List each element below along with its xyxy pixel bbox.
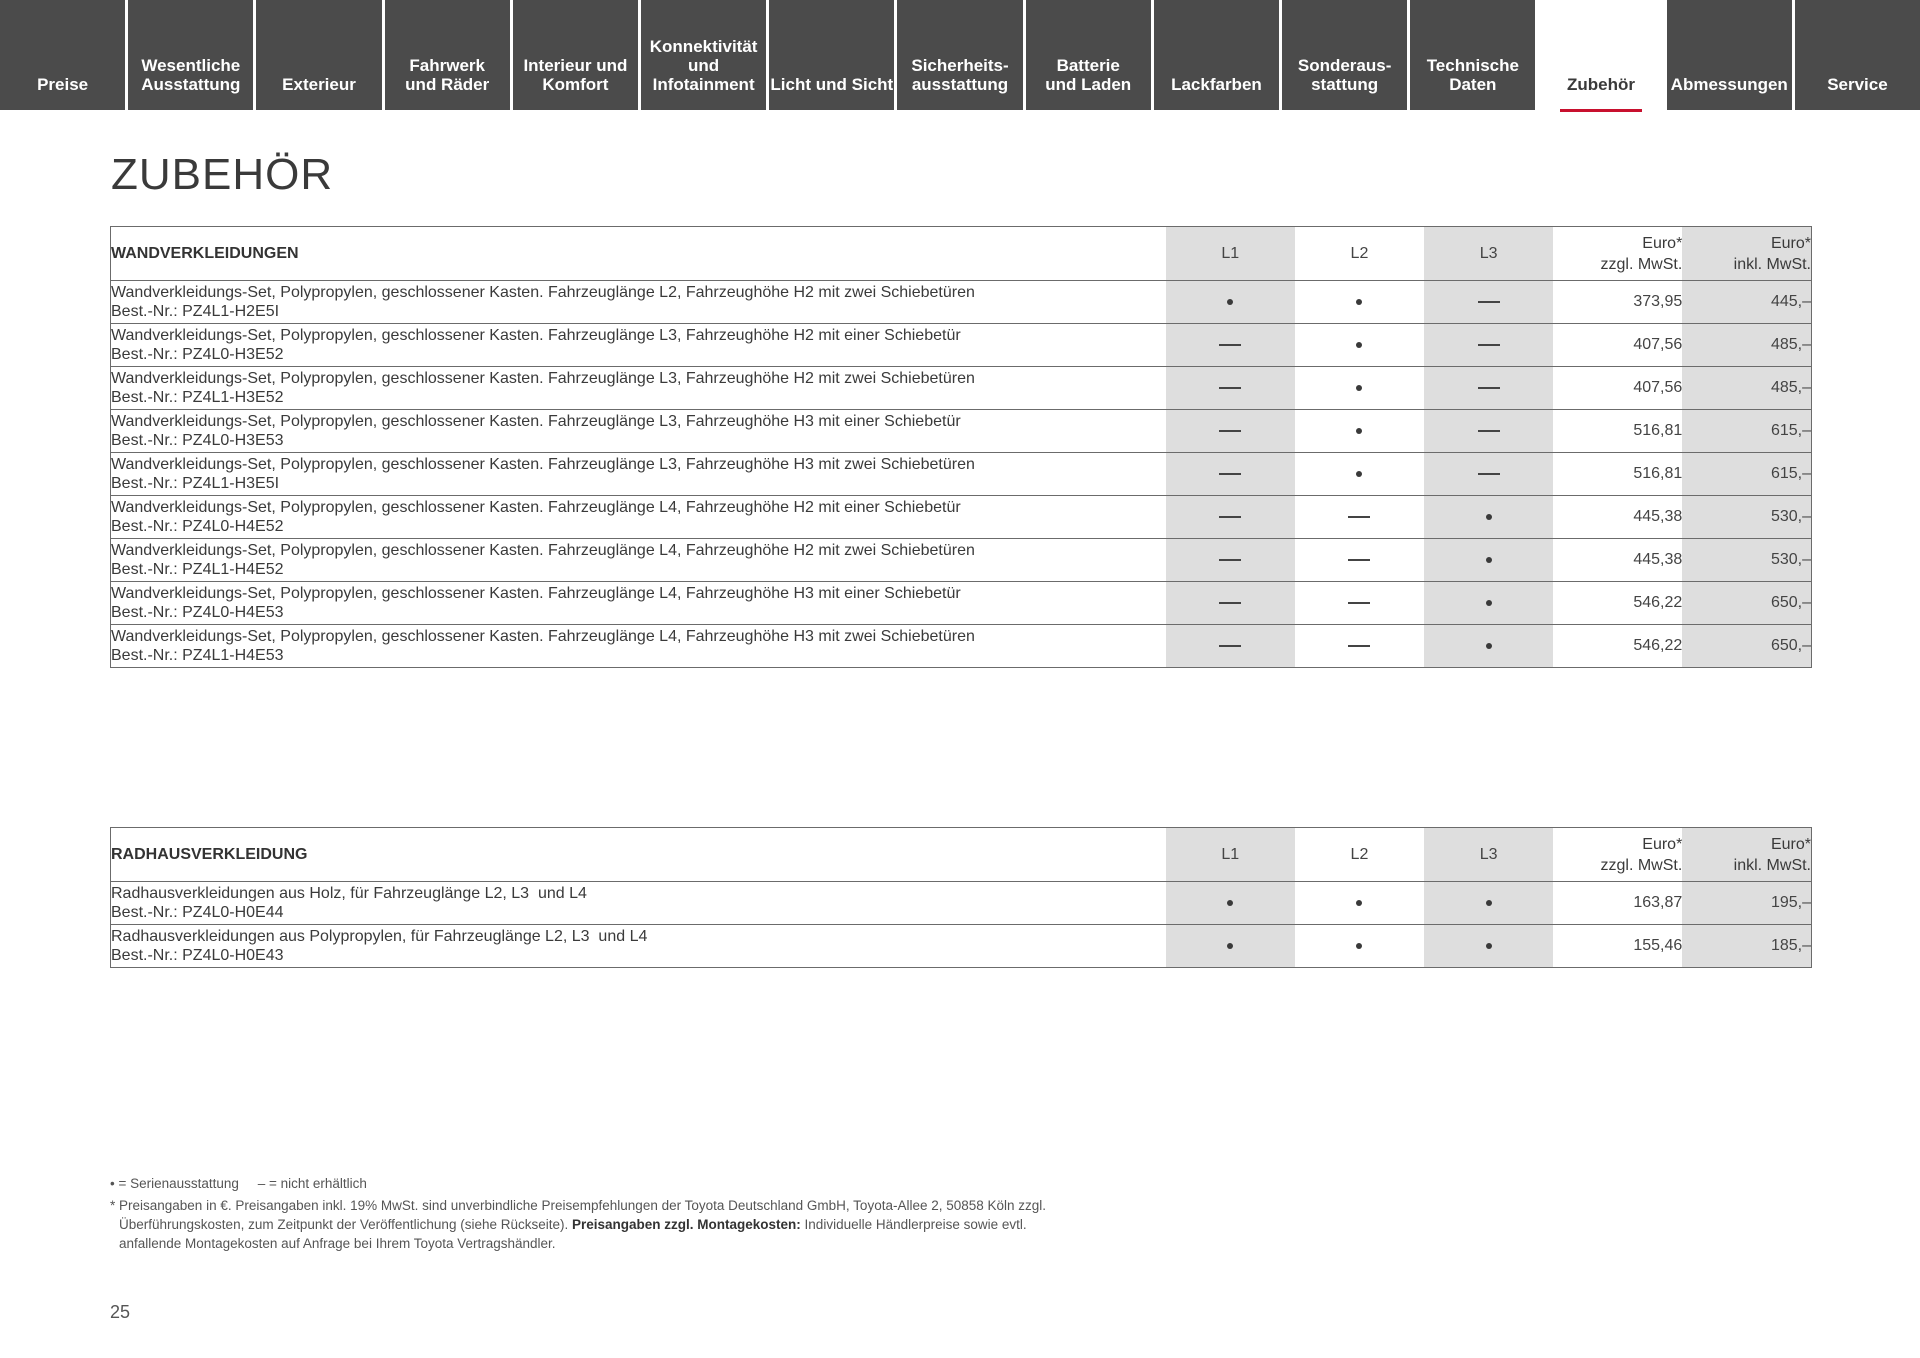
price-net: 516,81 [1553, 453, 1682, 496]
availability-cell-l1 [1166, 582, 1295, 625]
order-number: Best.-Nr.: PZ4L0-H0E44 [111, 904, 284, 921]
standard-dot-icon [1356, 943, 1362, 949]
order-number: Best.-Nr.: PZ4L0-H3E52 [111, 346, 284, 363]
not-available-dash-icon [1348, 645, 1370, 647]
availability-cell-l1 [1166, 882, 1295, 925]
table-header-row [111, 828, 1812, 882]
item-description: Wandverkleidungs-Set, Polypropylen, geschlossener Kasten. Fahrzeuglänge L4, Fahrzeughöhe H3 mit einer Schiebetür [111, 585, 961, 602]
table-row [111, 453, 1812, 496]
item-description-cell [111, 539, 1166, 582]
tab-lackfarben[interactable]: Lackfarben [1154, 0, 1279, 110]
table-heading: RADHAUSVERKLEIDUNG [111, 828, 1166, 882]
price-note-2 [110, 1215, 1210, 1234]
column-header-price-gross: Euro* inkl. MwSt. [1682, 227, 1811, 281]
tab-service[interactable]: Service [1795, 0, 1920, 110]
item-description: Wandverkleidungs-Set, Polypropylen, geschlossener Kasten. Fahrzeuglänge L4, Fahrzeughöhe H3 mit zwei Schiebetüren [111, 628, 975, 645]
standard-dot-icon [1356, 900, 1362, 906]
price-net: 373,95 [1553, 281, 1682, 324]
item-description: Wandverkleidungs-Set, Polypropylen, geschlossener Kasten. Fahrzeuglänge L3, Fahrzeughöhe H3 mit zwei Schiebetüren [111, 456, 975, 473]
page-number: 25 [110, 1302, 131, 1322]
table-row [111, 882, 1812, 925]
availability-cell-l1 [1166, 324, 1295, 367]
tab-technische-daten[interactable]: Technische Daten [1410, 0, 1535, 110]
standard-dot-icon [1486, 600, 1492, 606]
standard-dot-icon [1227, 299, 1233, 305]
column-header-price-gross: Euro* inkl. MwSt. [1682, 828, 1811, 882]
table-row [111, 625, 1812, 668]
availability-cell-l2 [1295, 882, 1424, 925]
availability-cell-l1 [1166, 410, 1295, 453]
wandverkleidungen-table [110, 226, 1812, 668]
tab-licht-und-sicht[interactable]: Licht und Sicht [769, 0, 894, 110]
order-number: Best.-Nr.: PZ4L1-H4E52 [111, 561, 284, 578]
table-row [111, 324, 1812, 367]
item-description: Radhausverkleidungen aus Polypropylen, für Fahrzeuglänge L2, L3 und L4 [111, 928, 648, 945]
tab-zubehör[interactable]: Zubehör [1538, 0, 1663, 110]
item-description-cell [111, 410, 1166, 453]
price-note-2-pre: Überführungskosten, zum Zeitpunkt der Veröffentlichung (siehe Rückseite). [119, 1217, 572, 1232]
tab-interieur-und-komfort[interactable]: Interieur und Komfort [513, 0, 638, 110]
availability-cell-l2 [1295, 410, 1424, 453]
price-gross: 530,– [1682, 496, 1811, 539]
item-description-cell [111, 625, 1166, 668]
price-gross: 650,– [1682, 625, 1811, 668]
column-header-price-net: Euro* zzgl. MwSt. [1553, 828, 1682, 882]
price-net: 546,22 [1553, 625, 1682, 668]
availability-cell-l2 [1295, 625, 1424, 668]
availability-cell-l3 [1424, 496, 1553, 539]
tab-exterieur[interactable]: Exterieur [256, 0, 381, 110]
price-net: 163,87 [1553, 882, 1682, 925]
column-header-price-net: Euro* zzgl. MwSt. [1553, 227, 1682, 281]
order-number: Best.-Nr.: PZ4L0-H0E43 [111, 947, 284, 964]
order-number: Best.-Nr.: PZ4L0-H3E53 [111, 432, 284, 449]
not-available-dash-icon [1219, 559, 1241, 561]
not-available-dash-icon [1348, 516, 1370, 518]
standard-dot-icon [1486, 943, 1492, 949]
not-available-dash-icon [1219, 387, 1241, 389]
item-description: Wandverkleidungs-Set, Polypropylen, geschlossener Kasten. Fahrzeuglänge L3, Fahrzeughöhe H2 mit einer Schiebetür [111, 327, 961, 344]
not-available-dash-icon [1219, 344, 1241, 346]
price-net: 546,22 [1553, 582, 1682, 625]
footnotes [110, 1174, 1210, 1253]
not-available-dash-icon [1348, 602, 1370, 604]
price-note-2-bold: Preisangaben zzgl. Montagekosten: [572, 1217, 801, 1232]
price-net: 445,38 [1553, 539, 1682, 582]
item-description: Wandverkleidungs-Set, Polypropylen, geschlossener Kasten. Fahrzeuglänge L3, Fahrzeughöhe H2 mit zwei Schiebetüren [111, 370, 975, 387]
table-row [111, 925, 1812, 968]
availability-cell-l3 [1424, 882, 1553, 925]
availability-cell-l1 [1166, 925, 1295, 968]
availability-cell-l3 [1424, 410, 1553, 453]
availability-cell-l3 [1424, 582, 1553, 625]
tab-abmessungen[interactable]: Abmessungen [1667, 0, 1792, 110]
price-net: 407,56 [1553, 324, 1682, 367]
not-available-dash-icon [1478, 301, 1500, 303]
order-number: Best.-Nr.: PZ4L1-H3E5I [111, 475, 280, 492]
price-net: 445,38 [1553, 496, 1682, 539]
price-note-3: anfallende Montagekosten auf Anfrage bei Ihrem Toyota Vertragshändler. [119, 1236, 556, 1251]
not-available-dash-icon [1219, 473, 1241, 475]
availability-cell-l2 [1295, 281, 1424, 324]
standard-dot-icon [1356, 428, 1362, 434]
standard-dot-icon [1356, 471, 1362, 477]
price-gross: 650,– [1682, 582, 1811, 625]
price-gross: 195,– [1682, 882, 1811, 925]
item-description-cell [111, 453, 1166, 496]
standard-dot-icon [1356, 299, 1362, 305]
not-available-dash-icon [1348, 559, 1370, 561]
price-gross: 185,– [1682, 925, 1811, 968]
availability-cell-l2 [1295, 453, 1424, 496]
price-net: 516,81 [1553, 410, 1682, 453]
availability-cell-l1 [1166, 281, 1295, 324]
price-note-2-post: Individuelle Händlerpreise sowie evtl. [800, 1217, 1027, 1232]
price-note: * Preisangaben in €. Preisangaben inkl. 19% MwSt. sind unverbindliche Preisempfehlungen der Toyota Deutschland GmbH, Toyota-Allee 2, 50858 Köln zzgl. [110, 1198, 1047, 1213]
price-net: 407,56 [1553, 367, 1682, 410]
not-available-dash-icon [1219, 516, 1241, 518]
standard-dot-icon [1486, 514, 1492, 520]
availability-cell-l2 [1295, 539, 1424, 582]
item-description-cell [111, 324, 1166, 367]
item-description: Wandverkleidungs-Set, Polypropylen, geschlossener Kasten. Fahrzeuglänge L4, Fahrzeughöhe H2 mit einer Schiebetür [111, 499, 961, 516]
availability-cell-l2 [1295, 582, 1424, 625]
table-row [111, 496, 1812, 539]
price-net: 155,46 [1553, 925, 1682, 968]
availability-cell-l2 [1295, 324, 1424, 367]
page-title: ZUBEHÖR [111, 150, 334, 199]
tab-wesentliche-ausstattung[interactable]: Wesentliche Ausstattung [128, 0, 253, 110]
radhausverkleidung-table [110, 827, 1812, 968]
availability-cell-l3 [1424, 925, 1553, 968]
item-description-cell [111, 582, 1166, 625]
standard-dot-icon [1486, 643, 1492, 649]
item-description-cell [111, 882, 1166, 925]
table-row [111, 367, 1812, 410]
order-number: Best.-Nr.: PZ4L0-H4E53 [111, 604, 284, 621]
item-description: Wandverkleidungs-Set, Polypropylen, geschlossener Kasten. Fahrzeuglänge L3, Fahrzeughöhe H3 mit einer Schiebetür [111, 413, 961, 430]
price-gross: 445,– [1682, 281, 1811, 324]
item-description: Wandverkleidungs-Set, Polypropylen, geschlossener Kasten. Fahrzeuglänge L4, Fahrzeughöhe H2 mit zwei Schiebetüren [111, 542, 975, 559]
availability-cell-l1 [1166, 453, 1295, 496]
not-available-dash-icon [1478, 473, 1500, 475]
availability-cell-l1 [1166, 496, 1295, 539]
availability-cell-l2 [1295, 367, 1424, 410]
availability-cell-l3 [1424, 324, 1553, 367]
availability-cell-l2 [1295, 925, 1424, 968]
availability-cell-l1 [1166, 367, 1295, 410]
not-available-dash-icon [1219, 645, 1241, 647]
availability-cell-l1 [1166, 625, 1295, 668]
table-row [111, 582, 1812, 625]
table-row [111, 410, 1812, 453]
item-description: Radhausverkleidungen aus Holz, für Fahrzeuglänge L2, L3 und L4 [111, 885, 587, 902]
not-available-dash-icon [1478, 430, 1500, 432]
availability-cell-l3 [1424, 453, 1553, 496]
price-gross: 615,– [1682, 410, 1811, 453]
column-header-l2: L2 [1295, 227, 1424, 281]
availability-cell-l2 [1295, 496, 1424, 539]
column-header-l3: L3 [1424, 828, 1553, 882]
standard-dot-icon [1486, 900, 1492, 906]
availability-cell-l1 [1166, 539, 1295, 582]
order-number: Best.-Nr.: PZ4L1-H3E52 [111, 389, 284, 406]
order-number: Best.-Nr.: PZ4L1-H4E53 [111, 647, 284, 664]
order-number: Best.-Nr.: PZ4L0-H4E52 [111, 518, 284, 535]
price-gross: 530,– [1682, 539, 1811, 582]
tab-sonderaus-stattung[interactable]: Sonderaus- stattung [1282, 0, 1407, 110]
column-header-l3: L3 [1424, 227, 1553, 281]
not-available-dash-icon [1478, 387, 1500, 389]
order-number: Best.-Nr.: PZ4L1-H2E5I [111, 303, 280, 320]
standard-dot-icon [1356, 385, 1362, 391]
item-description: Wandverkleidungs-Set, Polypropylen, geschlossener Kasten. Fahrzeuglänge L2, Fahrzeughöhe H2 mit zwei Schiebetüren [111, 284, 975, 301]
column-header-l1: L1 [1166, 828, 1295, 882]
standard-dot-icon [1356, 342, 1362, 348]
table-row [111, 281, 1812, 324]
item-description-cell [111, 925, 1166, 968]
not-available-dash-icon [1219, 430, 1241, 432]
tab-preise[interactable]: Preise [0, 0, 125, 110]
item-description-cell [111, 496, 1166, 539]
tab-konnektivität-und-infotainment[interactable]: Konnektivität und Infotainment [641, 0, 766, 110]
column-header-l1: L1 [1166, 227, 1295, 281]
standard-dot-icon [1227, 943, 1233, 949]
tab-batterie-und-laden[interactable]: Batterie und Laden [1026, 0, 1151, 110]
not-available-dash-icon [1478, 344, 1500, 346]
availability-cell-l3 [1424, 367, 1553, 410]
table-row [111, 539, 1812, 582]
tab-sicherheits-ausstattung[interactable]: Sicherheits- ausstattung [897, 0, 1022, 110]
not-available-dash-icon [1219, 602, 1241, 604]
price-gross: 485,– [1682, 367, 1811, 410]
price-gross: 615,– [1682, 453, 1811, 496]
tab-fahrwerk-und-räder[interactable]: Fahrwerk und Räder [385, 0, 510, 110]
availability-cell-l3 [1424, 539, 1553, 582]
section-tab-bar [0, 0, 1920, 110]
legend-note: • = Serienausstattung – = nicht erhältlich [110, 1176, 367, 1191]
item-description-cell [111, 367, 1166, 410]
price-gross: 485,– [1682, 324, 1811, 367]
availability-cell-l3 [1424, 625, 1553, 668]
standard-dot-icon [1227, 900, 1233, 906]
item-description-cell [111, 281, 1166, 324]
table-header-row [111, 227, 1812, 281]
availability-cell-l3 [1424, 281, 1553, 324]
standard-dot-icon [1486, 557, 1492, 563]
column-header-l2: L2 [1295, 828, 1424, 882]
table-heading: WANDVERKLEIDUNGEN [111, 227, 1166, 281]
